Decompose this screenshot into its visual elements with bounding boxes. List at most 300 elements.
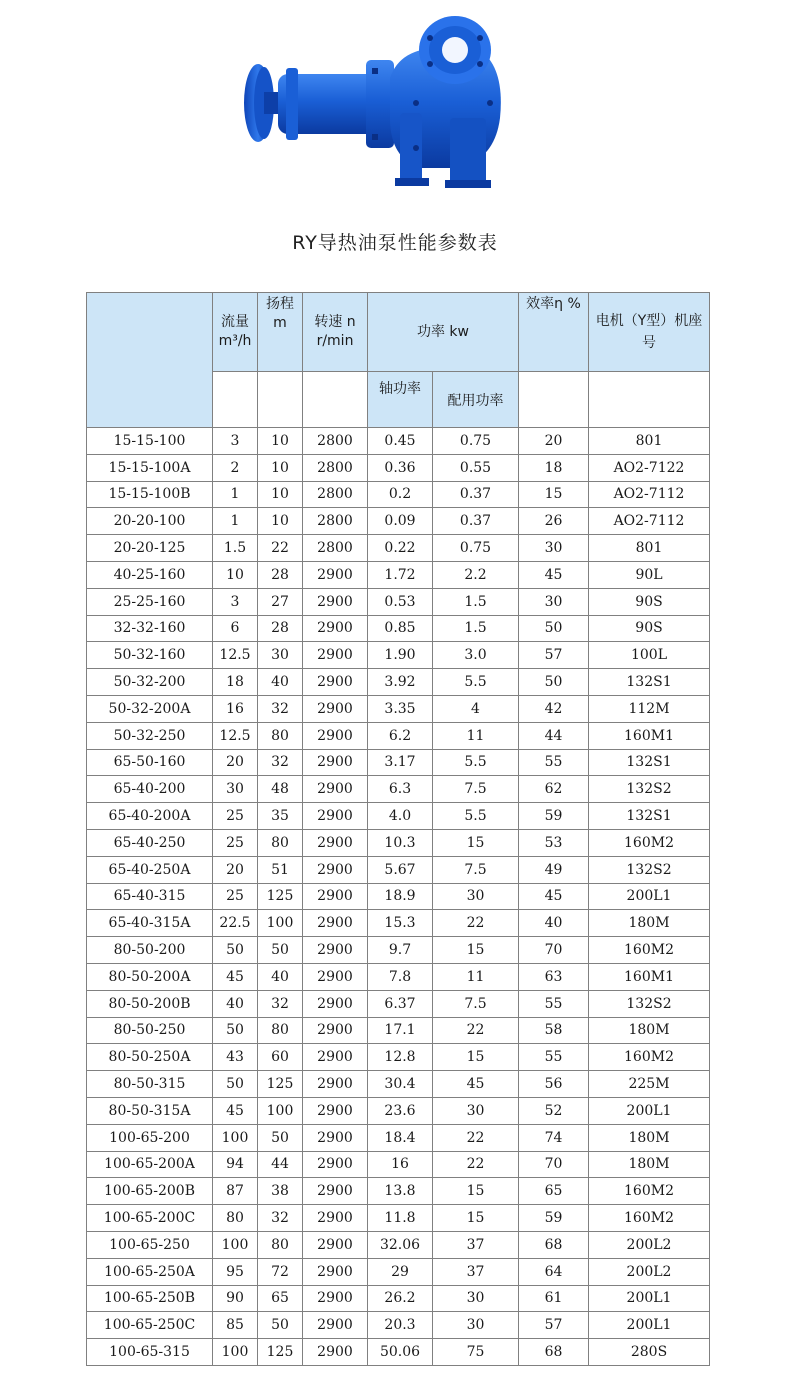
cell-speed: 2900 — [303, 1178, 368, 1205]
cell-rated-power: 15 — [433, 1044, 519, 1071]
cell-flow: 100 — [213, 1124, 258, 1151]
cell-efficiency: 20 — [519, 428, 589, 455]
cell-motor-frame: 132S1 — [589, 669, 710, 696]
cell-flow: 3 — [213, 428, 258, 455]
table-row — [87, 803, 710, 830]
table-row — [87, 722, 710, 749]
cell-shaft-power: 32.06 — [368, 1231, 433, 1258]
cell-speed: 2800 — [303, 508, 368, 535]
cell-motor-frame: 132S2 — [589, 776, 710, 803]
cell-efficiency: 74 — [519, 1124, 589, 1151]
table-row — [87, 1258, 710, 1285]
table-row — [87, 883, 710, 910]
performance-table — [86, 292, 710, 1366]
cell-motor-frame: 180M — [589, 1017, 710, 1044]
cell-efficiency: 53 — [519, 829, 589, 856]
cell-model: 50-32-200 — [87, 669, 213, 696]
cell-head: 38 — [258, 1178, 303, 1205]
cell-shaft-power: 0.45 — [368, 428, 433, 455]
cell-head: 72 — [258, 1258, 303, 1285]
cell-shaft-power: 0.53 — [368, 588, 433, 615]
cell-speed: 2900 — [303, 1231, 368, 1258]
cell-model: 50-32-250 — [87, 722, 213, 749]
cell-flow: 100 — [213, 1231, 258, 1258]
cell-speed: 2900 — [303, 1258, 368, 1285]
cell-shaft-power: 0.36 — [368, 454, 433, 481]
cell-rated-power: 5.5 — [433, 749, 519, 776]
cell-head: 44 — [258, 1151, 303, 1178]
cell-motor-frame: 180M — [589, 1151, 710, 1178]
cell-flow: 50 — [213, 1017, 258, 1044]
pump-photo — [240, 8, 530, 193]
table-row — [87, 1097, 710, 1124]
cell-head: 32 — [258, 695, 303, 722]
cell-rated-power: 11 — [433, 722, 519, 749]
cell-head: 40 — [258, 963, 303, 990]
cell-motor-frame: 160M2 — [589, 1044, 710, 1071]
cell-rated-power: 1.5 — [433, 615, 519, 642]
cell-model: 65-40-200A — [87, 803, 213, 830]
cell-rated-power: 22 — [433, 1151, 519, 1178]
cell-speed: 2900 — [303, 937, 368, 964]
cell-shaft-power: 16 — [368, 1151, 433, 1178]
cell-flow: 50 — [213, 1071, 258, 1098]
table-row — [87, 1017, 710, 1044]
cell-speed: 2900 — [303, 1071, 368, 1098]
cell-flow: 25 — [213, 883, 258, 910]
cell-speed: 2900 — [303, 1339, 368, 1366]
cell-speed: 2900 — [303, 856, 368, 883]
cell-model: 100-65-250B — [87, 1285, 213, 1312]
cell-shaft-power: 26.2 — [368, 1285, 433, 1312]
cell-shaft-power: 18.9 — [368, 883, 433, 910]
cell-motor-frame: 160M1 — [589, 963, 710, 990]
cell-shaft-power: 0.85 — [368, 615, 433, 642]
table-row — [87, 1312, 710, 1339]
cell-motor-frame: 801 — [589, 535, 710, 562]
table-row — [87, 856, 710, 883]
cell-model: 65-50-160 — [87, 749, 213, 776]
cell-head: 100 — [258, 1097, 303, 1124]
table-row — [87, 776, 710, 803]
table-row — [87, 561, 710, 588]
cell-head: 50 — [258, 1312, 303, 1339]
cell-head: 35 — [258, 803, 303, 830]
cell-flow: 22.5 — [213, 910, 258, 937]
cell-rated-power: 30 — [433, 1097, 519, 1124]
cell-head: 32 — [258, 749, 303, 776]
cell-efficiency: 61 — [519, 1285, 589, 1312]
cell-speed: 2900 — [303, 883, 368, 910]
table-row — [87, 749, 710, 776]
cell-model: 100-65-200 — [87, 1124, 213, 1151]
cell-speed: 2900 — [303, 910, 368, 937]
header-speed: 转速 n r/min — [303, 293, 368, 372]
cell-efficiency: 55 — [519, 1044, 589, 1071]
cell-flow: 20 — [213, 749, 258, 776]
cell-model: 80-50-200B — [87, 990, 213, 1017]
cell-rated-power: 0.75 — [433, 535, 519, 562]
cell-flow: 40 — [213, 990, 258, 1017]
header-power: 功率 kw — [368, 293, 519, 372]
table-row — [87, 1124, 710, 1151]
cell-motor-frame: 200L1 — [589, 1285, 710, 1312]
cell-rated-power: 0.37 — [433, 481, 519, 508]
cell-speed: 2900 — [303, 722, 368, 749]
cell-speed: 2900 — [303, 776, 368, 803]
cell-motor-frame: 225M — [589, 1071, 710, 1098]
cell-flow: 87 — [213, 1178, 258, 1205]
cell-flow: 2 — [213, 454, 258, 481]
cell-shaft-power: 29 — [368, 1258, 433, 1285]
cell-flow: 100 — [213, 1339, 258, 1366]
table-row — [87, 829, 710, 856]
cell-model: 15-15-100B — [87, 481, 213, 508]
cell-model: 80-50-200A — [87, 963, 213, 990]
sub-empty-speed — [303, 372, 368, 428]
table-row — [87, 1285, 710, 1312]
table-row — [87, 937, 710, 964]
cell-flow: 90 — [213, 1285, 258, 1312]
cell-model: 20-20-125 — [87, 535, 213, 562]
cell-motor-frame: 132S1 — [589, 803, 710, 830]
cell-motor-frame: 180M — [589, 1124, 710, 1151]
cell-head: 100 — [258, 910, 303, 937]
cell-speed: 2900 — [303, 1312, 368, 1339]
cell-model: 80-50-315 — [87, 1071, 213, 1098]
cell-efficiency: 68 — [519, 1231, 589, 1258]
cell-shaft-power: 6.2 — [368, 722, 433, 749]
table-title: RY导热油泵性能参数表 — [292, 232, 498, 254]
cell-efficiency: 58 — [519, 1017, 589, 1044]
cell-motor-frame: 112M — [589, 695, 710, 722]
cell-rated-power: 5.5 — [433, 669, 519, 696]
cell-motor-frame: 160M2 — [589, 937, 710, 964]
cell-rated-power: 37 — [433, 1231, 519, 1258]
sub-empty-head — [258, 372, 303, 428]
cell-motor-frame: AO2-7112 — [589, 481, 710, 508]
cell-head: 60 — [258, 1044, 303, 1071]
cell-rated-power: 15 — [433, 829, 519, 856]
cell-model: 40-25-160 — [87, 561, 213, 588]
cell-speed: 2900 — [303, 803, 368, 830]
cell-rated-power: 30 — [433, 1312, 519, 1339]
cell-efficiency: 59 — [519, 1205, 589, 1232]
cell-head: 27 — [258, 588, 303, 615]
cell-shaft-power: 7.8 — [368, 963, 433, 990]
cell-flow: 18 — [213, 669, 258, 696]
cell-motor-frame: 801 — [589, 428, 710, 455]
cell-speed: 2900 — [303, 963, 368, 990]
table-row — [87, 481, 710, 508]
table-body — [87, 428, 710, 1366]
table-row — [87, 1339, 710, 1366]
cell-efficiency: 62 — [519, 776, 589, 803]
cell-shaft-power: 3.92 — [368, 669, 433, 696]
cell-flow: 25 — [213, 829, 258, 856]
cell-head: 50 — [258, 1124, 303, 1151]
cell-motor-frame: 90L — [589, 561, 710, 588]
cell-rated-power: 7.5 — [433, 856, 519, 883]
cell-shaft-power: 17.1 — [368, 1017, 433, 1044]
cell-model: 80-50-315A — [87, 1097, 213, 1124]
cell-efficiency: 44 — [519, 722, 589, 749]
cell-shaft-power: 18.4 — [368, 1124, 433, 1151]
cell-flow: 50 — [213, 937, 258, 964]
cell-speed: 2900 — [303, 990, 368, 1017]
cell-rated-power: 7.5 — [433, 776, 519, 803]
table-row — [87, 1231, 710, 1258]
cell-efficiency: 42 — [519, 695, 589, 722]
cell-speed: 2900 — [303, 695, 368, 722]
cell-rated-power: 11 — [433, 963, 519, 990]
cell-head: 65 — [258, 1285, 303, 1312]
cell-speed: 2900 — [303, 1205, 368, 1232]
cell-motor-frame: AO2-7112 — [589, 508, 710, 535]
cell-motor-frame: 160M2 — [589, 1178, 710, 1205]
cell-rated-power: 15 — [433, 937, 519, 964]
cell-head: 28 — [258, 615, 303, 642]
cell-shaft-power: 6.3 — [368, 776, 433, 803]
header-head: 扬程 m — [258, 293, 303, 372]
cell-shaft-power: 30.4 — [368, 1071, 433, 1098]
cell-flow: 20 — [213, 856, 258, 883]
cell-efficiency: 55 — [519, 990, 589, 1017]
cell-shaft-power: 0.22 — [368, 535, 433, 562]
cell-speed: 2900 — [303, 1017, 368, 1044]
cell-speed: 2900 — [303, 1151, 368, 1178]
table-row — [87, 535, 710, 562]
cell-shaft-power: 0.09 — [368, 508, 433, 535]
cell-head: 125 — [258, 1071, 303, 1098]
table-row — [87, 642, 710, 669]
cell-shaft-power: 15.3 — [368, 910, 433, 937]
cell-flow: 45 — [213, 1097, 258, 1124]
table-row — [87, 454, 710, 481]
header-motor: 电机（Y型）机座号 — [589, 293, 710, 372]
cell-motor-frame: 200L1 — [589, 1097, 710, 1124]
cell-shaft-power: 4.0 — [368, 803, 433, 830]
cell-flow: 43 — [213, 1044, 258, 1071]
cell-model: 32-32-160 — [87, 615, 213, 642]
cell-head: 125 — [258, 1339, 303, 1366]
cell-motor-frame: 132S2 — [589, 856, 710, 883]
cell-shaft-power: 6.37 — [368, 990, 433, 1017]
cell-shaft-power: 1.90 — [368, 642, 433, 669]
cell-motor-frame: 160M2 — [589, 829, 710, 856]
cell-efficiency: 57 — [519, 642, 589, 669]
cell-flow: 45 — [213, 963, 258, 990]
table-row — [87, 1044, 710, 1071]
cell-model: 15-15-100A — [87, 454, 213, 481]
cell-head: 80 — [258, 1231, 303, 1258]
cell-flow: 12.5 — [213, 722, 258, 749]
cell-flow: 16 — [213, 695, 258, 722]
header-efficiency: 效率η % — [519, 293, 589, 372]
cell-shaft-power: 50.06 — [368, 1339, 433, 1366]
cell-speed: 2800 — [303, 454, 368, 481]
cell-model: 20-20-100 — [87, 508, 213, 535]
cell-shaft-power: 10.3 — [368, 829, 433, 856]
cell-rated-power: 75 — [433, 1339, 519, 1366]
cell-speed: 2900 — [303, 561, 368, 588]
cell-efficiency: 52 — [519, 1097, 589, 1124]
cell-rated-power: 0.37 — [433, 508, 519, 535]
header-model — [87, 293, 213, 428]
cell-shaft-power: 11.8 — [368, 1205, 433, 1232]
cell-speed: 2900 — [303, 669, 368, 696]
cell-head: 30 — [258, 642, 303, 669]
cell-head: 10 — [258, 454, 303, 481]
cell-head: 28 — [258, 561, 303, 588]
cell-head: 32 — [258, 1205, 303, 1232]
cell-flow: 3 — [213, 588, 258, 615]
cell-shaft-power: 13.8 — [368, 1178, 433, 1205]
cell-model: 100-65-200C — [87, 1205, 213, 1232]
cell-rated-power: 45 — [433, 1071, 519, 1098]
cell-model: 80-50-250 — [87, 1017, 213, 1044]
table-row — [87, 1151, 710, 1178]
cell-motor-frame: 180M — [589, 910, 710, 937]
table-row — [87, 910, 710, 937]
cell-motor-frame: 132S1 — [589, 749, 710, 776]
cell-rated-power: 0.75 — [433, 428, 519, 455]
cell-efficiency: 55 — [519, 749, 589, 776]
cell-efficiency: 65 — [519, 1178, 589, 1205]
cell-model: 65-40-315A — [87, 910, 213, 937]
cell-speed: 2800 — [303, 481, 368, 508]
cell-rated-power: 3.0 — [433, 642, 519, 669]
cell-efficiency: 59 — [519, 803, 589, 830]
cell-efficiency: 56 — [519, 1071, 589, 1098]
cell-efficiency: 40 — [519, 910, 589, 937]
cell-model: 100-65-315 — [87, 1339, 213, 1366]
cell-model: 65-40-200 — [87, 776, 213, 803]
cell-motor-frame: 160M2 — [589, 1205, 710, 1232]
cell-head: 80 — [258, 829, 303, 856]
cell-model: 65-40-250A — [87, 856, 213, 883]
cell-efficiency: 45 — [519, 561, 589, 588]
cell-model: 25-25-160 — [87, 588, 213, 615]
header-shaft-power: 轴功率 — [368, 372, 433, 428]
table-row — [87, 428, 710, 455]
cell-head: 125 — [258, 883, 303, 910]
table-row — [87, 963, 710, 990]
cell-rated-power: 15 — [433, 1205, 519, 1232]
table-row — [87, 990, 710, 1017]
sub-empty-motor — [589, 372, 710, 428]
cell-model: 100-65-200B — [87, 1178, 213, 1205]
cell-efficiency: 49 — [519, 856, 589, 883]
cell-rated-power: 37 — [433, 1258, 519, 1285]
header-flow: 流量 m³/h — [213, 293, 258, 372]
cell-shaft-power: 0.2 — [368, 481, 433, 508]
cell-flow: 10 — [213, 561, 258, 588]
cell-head: 80 — [258, 722, 303, 749]
cell-head: 51 — [258, 856, 303, 883]
cell-model: 50-32-160 — [87, 642, 213, 669]
cell-flow: 1 — [213, 481, 258, 508]
cell-motor-frame: 200L1 — [589, 883, 710, 910]
cell-flow: 80 — [213, 1205, 258, 1232]
cell-shaft-power: 3.35 — [368, 695, 433, 722]
cell-rated-power: 1.5 — [433, 588, 519, 615]
cell-rated-power: 22 — [433, 910, 519, 937]
cell-head: 48 — [258, 776, 303, 803]
cell-efficiency: 26 — [519, 508, 589, 535]
cell-efficiency: 50 — [519, 669, 589, 696]
table-row — [87, 1178, 710, 1205]
cell-head: 32 — [258, 990, 303, 1017]
table-row — [87, 669, 710, 696]
cell-flow: 30 — [213, 776, 258, 803]
cell-head: 10 — [258, 428, 303, 455]
cell-efficiency: 70 — [519, 1151, 589, 1178]
cell-rated-power: 22 — [433, 1017, 519, 1044]
table-row — [87, 588, 710, 615]
cell-efficiency: 30 — [519, 535, 589, 562]
cell-speed: 2900 — [303, 1124, 368, 1151]
cell-motor-frame: 100L — [589, 642, 710, 669]
cell-motor-frame: 90S — [589, 615, 710, 642]
cell-shaft-power: 20.3 — [368, 1312, 433, 1339]
cell-model: 50-32-200A — [87, 695, 213, 722]
cell-rated-power: 22 — [433, 1124, 519, 1151]
cell-head: 10 — [258, 481, 303, 508]
cell-speed: 2900 — [303, 829, 368, 856]
cell-efficiency: 68 — [519, 1339, 589, 1366]
cell-motor-frame: 200L2 — [589, 1231, 710, 1258]
cell-model: 100-65-250 — [87, 1231, 213, 1258]
cell-rated-power: 15 — [433, 1178, 519, 1205]
cell-flow: 1 — [213, 508, 258, 535]
cell-efficiency: 50 — [519, 615, 589, 642]
cell-head: 40 — [258, 669, 303, 696]
sub-empty-flow — [213, 372, 258, 428]
cell-model: 65-40-315 — [87, 883, 213, 910]
cell-model: 15-15-100 — [87, 428, 213, 455]
cell-flow: 6 — [213, 615, 258, 642]
cell-head: 22 — [258, 535, 303, 562]
cell-rated-power: 30 — [433, 883, 519, 910]
cell-flow: 1.5 — [213, 535, 258, 562]
cell-efficiency: 18 — [519, 454, 589, 481]
cell-shaft-power: 23.6 — [368, 1097, 433, 1124]
cell-efficiency: 45 — [519, 883, 589, 910]
cell-shaft-power: 5.67 — [368, 856, 433, 883]
cell-flow: 95 — [213, 1258, 258, 1285]
cell-rated-power: 2.2 — [433, 561, 519, 588]
cell-rated-power: 4 — [433, 695, 519, 722]
cell-speed: 2900 — [303, 1097, 368, 1124]
cell-rated-power: 0.55 — [433, 454, 519, 481]
cell-speed: 2900 — [303, 588, 368, 615]
cell-motor-frame: 160M1 — [589, 722, 710, 749]
table-row — [87, 1071, 710, 1098]
cell-speed: 2800 — [303, 428, 368, 455]
cell-efficiency: 70 — [519, 937, 589, 964]
cell-shaft-power: 3.17 — [368, 749, 433, 776]
cell-rated-power: 7.5 — [433, 990, 519, 1017]
cell-flow: 85 — [213, 1312, 258, 1339]
cell-flow: 12.5 — [213, 642, 258, 669]
table-row — [87, 695, 710, 722]
cell-model: 100-65-250C — [87, 1312, 213, 1339]
table-row — [87, 508, 710, 535]
table-row — [87, 1205, 710, 1232]
cell-rated-power: 30 — [433, 1285, 519, 1312]
cell-shaft-power: 12.8 — [368, 1044, 433, 1071]
